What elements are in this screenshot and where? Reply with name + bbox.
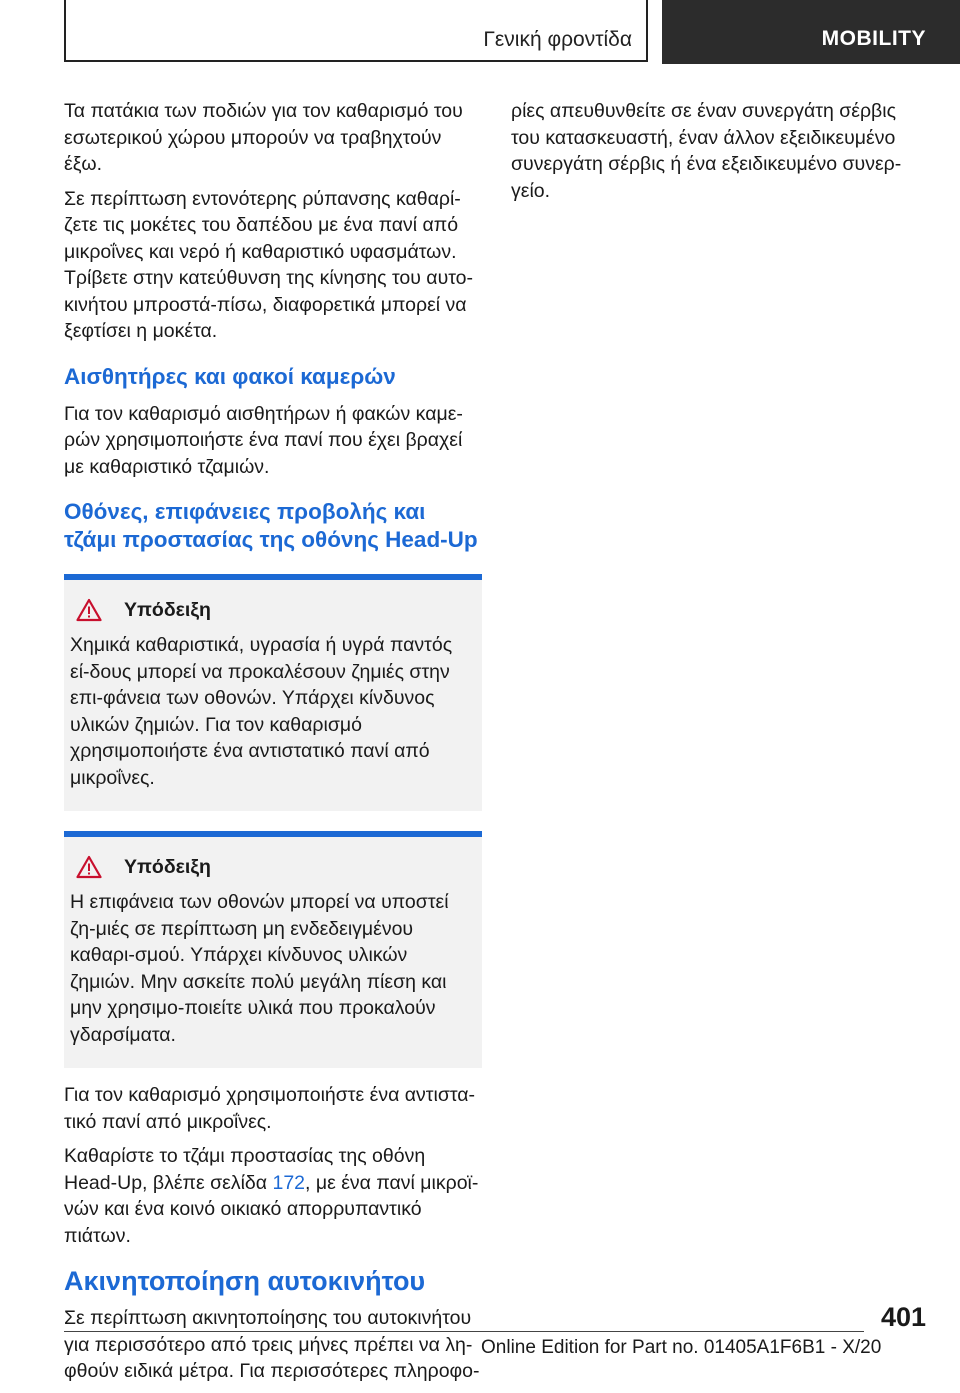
paragraph-carpet-cleaning: Σε περίπτωση εντονότερης ρύπανσης καθαρί‐ζετε τις μοκέτες του δαπέδου με ένα πανί από μικροΐνες και νερό ή καθαριστικό υφασμάτων. Τρίβετε στην κατεύθυνση της κίνησης του αυτο‐κινήτου μπροστά-πίσω, διαφορετικά μπορεί να ξεφτίσει η μοκέτα. — [64, 187, 474, 342]
header-section-tab — [64, 0, 648, 62]
warning-triangle-icon — [76, 855, 102, 879]
footer-edition: Online Edition for Part no. 01405A1F6B1 - X/20 — [481, 1337, 882, 1358]
heading-vehicle-immobilization: Ακινητοποίηση αυτοκινήτου — [64, 1266, 426, 1296]
header-chapter-title: MOBILITY — [821, 27, 926, 50]
header-chapter-tab — [662, 0, 960, 64]
paragraph-immobilization: Σε περίπτωση ακινητοποίησης του αυτοκινήτου για περισσότερο από τρεις μήνες πρέπει να λη‐φθούν ειδικά μέτρα. Για περισσότερες πληροφο‐ — [64, 1307, 480, 1382]
notice-header — [70, 855, 474, 879]
warning-triangle-icon — [76, 598, 102, 622]
paragraph-head-up-glass — [64, 1143, 482, 1249]
paragraph-continued: ρίες απευθυνθείτε σε έναν συνεργάτη σέρβις του κατασκευαστή, έναν άλλον εξειδικευμένο συνεργάτη σέρβις ή ένα εξειδικευμένο συνερ‐γείο. — [511, 100, 902, 202]
page-number: 401 — [880, 1302, 926, 1332]
paragraph-floor-mats: Τα πατάκια των ποδιών για τον καθαρισμό του εσωτερικού χώρου μπορούν να τραβηχτούν έξω. — [64, 100, 463, 175]
notice-text: Η επιφάνεια των οθονών μπορεί να υποστεί ζη‐μιές σε περίπτωση μη ενδεδειγμένου καθαρι‐σμού. Υπάρχει κίνδυνος υλικών ζημιών. Μην ασκείτε πολύ μεγάλη πίεση και μην χρησιμο‐ποιείτε υλικά που προκαλούν γδαρσίματα. — [70, 891, 449, 1046]
paragraph-head-up-glass-text-b: , με ένα πανί μικροϊ‐νών και ένα κοινό οικιακό απορρυπαντικό πιάτων. — [64, 1171, 479, 1247]
heading-sensors-camera-lenses: Αισθητήρες και φακοί καμερών — [64, 363, 396, 389]
header-section-title: Γενική φροντίδα — [483, 28, 632, 51]
left-column — [64, 98, 482, 1393]
paragraph-antistatic-cloth: Για τον καθαρισμό χρησιμοποιήστε ένα αντιστα‐τικό πανί από μικροΐνες. — [64, 1084, 476, 1133]
paragraph-head-up-glass-text-a: Καθαρίστε το τζάμι προστασίας της οθόνη Head-Up, βλέπε σελίδα — [64, 1145, 426, 1194]
notice-title: Υπόδειξη — [124, 598, 211, 621]
paragraph-sensors-cleaning: Για τον καθαρισμό αισθητήρων ή φακών καμε‐ρών χρησιμοποιήστε ένα πανί που έχει βραχεί με καθαριστικό τζαμιών. — [64, 402, 463, 478]
notice-box — [64, 831, 482, 1068]
notice-text: Χημικά καθαριστικά, υγρασία ή υγρά παντός εί‐δους μπορεί να προκαλέσουν ζημιές στην επι‐φάνεια των οθονών. Υπάρχει κίνδυνος υλικών ζημιών. Για τον καθαρισμό χρησιμοποιήστε ένα αντιστατικό πανί από μικροΐνες. — [70, 634, 453, 789]
heading-screens-head-up: Οθόνες, επιφάνειες προβολής και τζάμι προστασίας της οθόνης Head-Up — [64, 499, 478, 552]
right-column — [511, 98, 911, 212]
notice-box — [64, 574, 482, 811]
notice-title: Υπόδειξη — [124, 855, 211, 878]
footer-divider — [64, 1331, 864, 1332]
notice-header — [70, 598, 474, 622]
page-reference-link[interactable]: 172 — [272, 1171, 306, 1194]
